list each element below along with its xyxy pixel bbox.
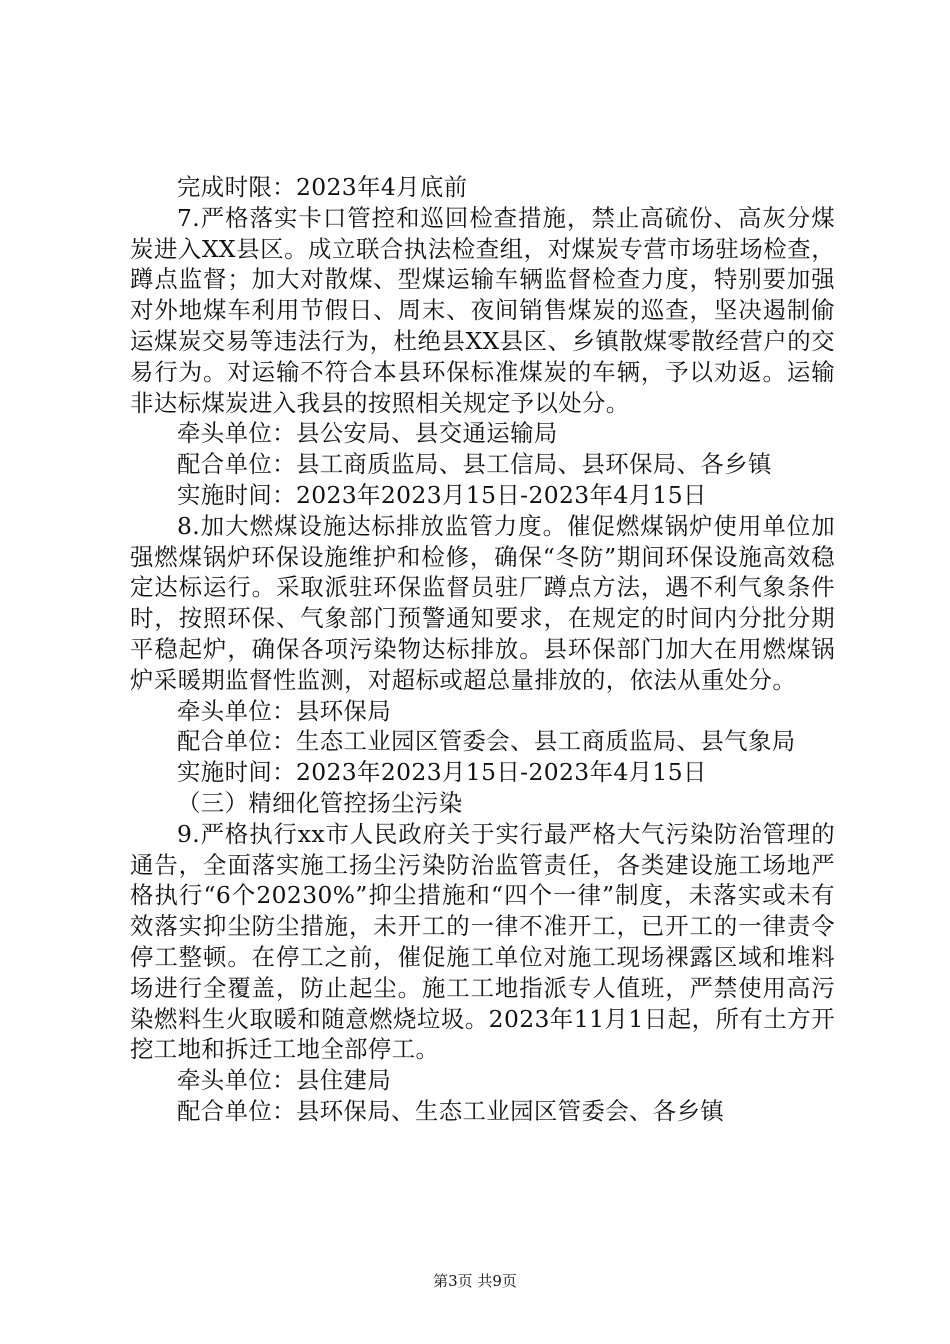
item-7-period: 实施时间：2023年2023月15日-2023年4月15日	[177, 480, 707, 509]
page-indicator: 第3页 共9页	[433, 1272, 517, 1290]
item-9-partner-units: 配合单位：县环保局、生态工业园区管委会、各乡镇	[177, 1096, 725, 1125]
item-7-partner-units: 配合单位：县工商质监局、县工信局、县环保局、各乡镇	[177, 450, 772, 479]
item-7-lead-unit: 牵头单位：县公安局、县交通运输局	[177, 419, 558, 448]
item-8-partner-units: 配合单位：生态工业园区管委会、县工商质监局、县气象局	[177, 727, 796, 756]
item-8-paragraph: 8.加大燃煤设施达标排放监管力度。催促燃煤锅炉使用单位加强燃煤锅炉环保设施维护和检修，确保“冬防”期间环保设施高效稳定达标运行。采取派驻环保监督员驻厂蹲点方法，遇不利气象条件时，按照环保、气象部门预警通知要求，在规定的时间内分批分期平稳起炉，确保各项污染物达标排放。县环保部门加大在用燃煤锅炉采暖期监督性监测，对超标或超总量排放的，依法从重处分。	[130, 511, 835, 694]
item-7-paragraph: 7.严格落实卡口管控和巡回检查措施，禁止高硫份、高灰分煤炭进入XX县区。成立联合执法检查组，对煤炭专营市场驻场检查，蹲点监督；加大对散煤、型煤运输车辆监督检查力度，特别要加强对外地煤车利用节假日、周末、夜间销售煤炭的巡查，坚决遏制偷运煤炭交易等违法行为，杜绝县XX县区、乡镇散煤零散经营户的交易行为。对运输不符合本县环保标准煤炭的车辆，予以劝返。运输非达标煤炭进入我县的按照相关规定予以处分。	[130, 203, 835, 417]
deadline-line: 完成时限：2023年4月底前	[177, 173, 468, 201]
page-footer	[0, 1271, 950, 1291]
item-8-lead-unit: 牵头单位：县环保局	[177, 696, 392, 725]
item-8-period: 实施时间：2023年2023月15日-2023年4月15日	[177, 758, 707, 787]
document-body	[130, 172, 835, 1127]
item-9-lead-unit: 牵头单位：县住建局	[177, 1066, 392, 1095]
item-9-paragraph: 9.严格执行xx市人民政府关于实行最严格大气污染防治管理的通告，全面落实施工扬尘污染防治监管责任，各类建设施工场地严格执行“6个20230%”抑尘措施和“四个一律”制度，未落实或未有效落实抑尘防尘措施，未开工的一律不准开工，已开工的一律责令停工整顿。在停工之前，催促施工单位对施工现场裸露区域和堆料场进行全覆盖，防止起尘。施工工地指派专人值班，严禁使用高污染燃料生火取暖和随意燃烧垃圾。2023年11月1日起，所有土方开挖工地和拆迁工地全部停工。	[130, 819, 835, 1064]
section-3-heading: （三）精细化管控扬尘污染	[177, 788, 463, 817]
